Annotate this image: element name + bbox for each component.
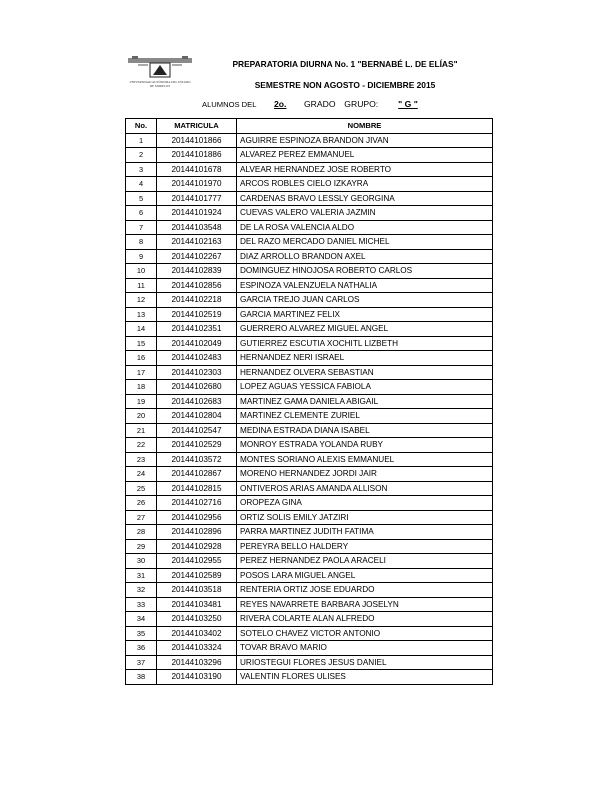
- header-matricula: MATRICULA: [157, 119, 237, 134]
- row-number: 10: [126, 264, 157, 279]
- row-nombre: ALVEAR HERNANDEZ JOSE ROBERTO: [237, 162, 493, 177]
- row-number: 36: [126, 641, 157, 656]
- table-row: [126, 539, 493, 554]
- row-nombre: ALVAREZ PEREZ EMMANUEL: [237, 148, 493, 163]
- row-matricula: 20144102519: [157, 307, 237, 322]
- row-number: 14: [126, 322, 157, 337]
- row-nombre: MEDINA ESTRADA DIANA ISABEL: [237, 423, 493, 438]
- row-number: 33: [126, 597, 157, 612]
- row-number: 23: [126, 452, 157, 467]
- row-matricula: 20144102529: [157, 438, 237, 453]
- row-nombre: GUTIERREZ ESCUTIA XOCHITL LIZBETH: [237, 336, 493, 351]
- row-matricula: 20144102163: [157, 235, 237, 250]
- row-matricula: 20144101886: [157, 148, 237, 163]
- row-matricula: 20144101678: [157, 162, 237, 177]
- row-number: 31: [126, 568, 157, 583]
- table-row: [126, 206, 493, 221]
- row-nombre: DE LA ROSA VALENCIA ALDO: [237, 220, 493, 235]
- row-matricula: 20144103518: [157, 583, 237, 598]
- table-row: [126, 278, 493, 293]
- row-matricula: 20144101970: [157, 177, 237, 192]
- group-value: " G ": [398, 99, 418, 109]
- grupo-label: GRUPO:: [344, 99, 379, 109]
- row-matricula: 20144102483: [157, 351, 237, 366]
- row-number: 18: [126, 380, 157, 395]
- row-nombre: GUERRERO ALVAREZ MIGUEL ANGEL: [237, 322, 493, 337]
- row-number: 35: [126, 626, 157, 641]
- table-row: [126, 655, 493, 670]
- row-matricula: 20144103250: [157, 612, 237, 627]
- row-matricula: 20144101777: [157, 191, 237, 206]
- table-row: [126, 293, 493, 308]
- row-matricula: 20144102218: [157, 293, 237, 308]
- row-number: 3: [126, 162, 157, 177]
- row-matricula: 20144102589: [157, 568, 237, 583]
- row-number: 26: [126, 496, 157, 511]
- table-row: [126, 336, 493, 351]
- row-nombre: MARTINEZ CLEMENTE ZURIEL: [237, 409, 493, 424]
- row-nombre: ONTIVEROS ARIAS AMANDA ALLISON: [237, 481, 493, 496]
- row-matricula: 20144102683: [157, 394, 237, 409]
- table-row: [126, 670, 493, 685]
- row-matricula: 20144103324: [157, 641, 237, 656]
- table-row: [126, 307, 493, 322]
- row-nombre: DEL RAZO MERCADO DANIEL MICHEL: [237, 235, 493, 250]
- table-row: [126, 380, 493, 395]
- table-row: [126, 177, 493, 192]
- row-number: 29: [126, 539, 157, 554]
- row-number: 5: [126, 191, 157, 206]
- row-number: 24: [126, 467, 157, 482]
- row-matricula: 20144103296: [157, 655, 237, 670]
- row-number: 27: [126, 510, 157, 525]
- row-matricula: 20144102928: [157, 539, 237, 554]
- table-row: [126, 438, 493, 453]
- table-row: [126, 452, 493, 467]
- table-row: [126, 351, 493, 366]
- row-matricula: 20144102351: [157, 322, 237, 337]
- table-row: [126, 191, 493, 206]
- row-nombre: POSOS LARA MIGUEL ANGEL: [237, 568, 493, 583]
- row-matricula: 20144102303: [157, 365, 237, 380]
- table-row: [126, 220, 493, 235]
- table-row: [126, 496, 493, 511]
- row-nombre: URIOSTEGUI FLORES JESUS DANIEL: [237, 655, 493, 670]
- row-number: 32: [126, 583, 157, 598]
- row-number: 12: [126, 293, 157, 308]
- row-number: 38: [126, 670, 157, 685]
- header-nombre: NOMBRE: [237, 119, 493, 134]
- alumnos-label: ALUMNOS DEL: [202, 100, 257, 109]
- row-number: 13: [126, 307, 157, 322]
- row-nombre: ESPINOZA VALENZUELA NATHALIA: [237, 278, 493, 293]
- table-row: [126, 641, 493, 656]
- row-nombre: PEREYRA BELLO HALDERY: [237, 539, 493, 554]
- row-matricula: 20144102956: [157, 510, 237, 525]
- row-number: 9: [126, 249, 157, 264]
- row-nombre: ORTIZ SOLIS EMILY JATZIRI: [237, 510, 493, 525]
- university-logo: [128, 55, 192, 95]
- table-row: [126, 568, 493, 583]
- row-matricula: 20144103402: [157, 626, 237, 641]
- row-number: 20: [126, 409, 157, 424]
- table-row: [126, 162, 493, 177]
- row-matricula: 20144102839: [157, 264, 237, 279]
- row-matricula: 20144102804: [157, 409, 237, 424]
- row-nombre: REYES NAVARRETE BARBARA JOSELYN: [237, 597, 493, 612]
- row-nombre: RENTERIA ORTIZ JOSE EDUARDO: [237, 583, 493, 598]
- table-row: [126, 423, 493, 438]
- row-nombre: TOVAR BRAVO MARIO: [237, 641, 493, 656]
- group-line: [202, 99, 430, 109]
- table-row: [126, 510, 493, 525]
- row-nombre: SOTELO CHAVEZ VICTOR ANTONIO: [237, 626, 493, 641]
- row-nombre: DIAZ ARROLLO BRANDON AXEL: [237, 249, 493, 264]
- row-matricula: 20144101866: [157, 133, 237, 148]
- table-row: [126, 264, 493, 279]
- row-number: 25: [126, 481, 157, 496]
- row-matricula: 20144103190: [157, 670, 237, 685]
- row-number: 1: [126, 133, 157, 148]
- row-number: 19: [126, 394, 157, 409]
- row-nombre: PARRA MARTINEZ JUDITH FATIMA: [237, 525, 493, 540]
- row-matricula: 20144102716: [157, 496, 237, 511]
- row-matricula: 20144102680: [157, 380, 237, 395]
- row-nombre: GARCIA TREJO JUAN CARLOS: [237, 293, 493, 308]
- row-nombre: MONROY ESTRADA YOLANDA RUBY: [237, 438, 493, 453]
- table-row: [126, 249, 493, 264]
- row-number: 17: [126, 365, 157, 380]
- row-matricula: 20144102049: [157, 336, 237, 351]
- grade-value: 2o.: [274, 99, 287, 109]
- row-nombre: GARCIA MARTINEZ FELIX: [237, 307, 493, 322]
- table-row: [126, 525, 493, 540]
- logo-caption: UNIVERSIDAD AUTÓNOMA DEL ESTADO DE MORELOS: [129, 80, 191, 88]
- table-row: [126, 626, 493, 641]
- row-matricula: 20144102815: [157, 481, 237, 496]
- row-nombre: DOMINGUEZ HINOJOSA ROBERTO CARLOS: [237, 264, 493, 279]
- row-matricula: 20144102867: [157, 467, 237, 482]
- row-nombre: HERNANDEZ OLVERA SEBASTIAN: [237, 365, 493, 380]
- table-body: [126, 133, 493, 684]
- table-row: [126, 467, 493, 482]
- table-row: [126, 597, 493, 612]
- row-nombre: MORENO HERNANDEZ JORDI JAIR: [237, 467, 493, 482]
- row-matricula: 20144102267: [157, 249, 237, 264]
- table-row: [126, 235, 493, 250]
- row-matricula: 20144103572: [157, 452, 237, 467]
- university-seal-icon: [128, 55, 192, 79]
- student-roster-table: [125, 118, 493, 685]
- row-nombre: VALENTIN FLORES ULISES: [237, 670, 493, 685]
- row-nombre: MONTES SORIANO ALEXIS EMMANUEL: [237, 452, 493, 467]
- row-matricula: 20144103548: [157, 220, 237, 235]
- table-row: [126, 554, 493, 569]
- row-number: 28: [126, 525, 157, 540]
- table-row: [126, 394, 493, 409]
- row-nombre: CUEVAS VALERO VALERIA JAZMIN: [237, 206, 493, 221]
- row-matricula: 20144102856: [157, 278, 237, 293]
- row-matricula: 20144101924: [157, 206, 237, 221]
- grado-label: GRADO: [304, 99, 336, 109]
- row-matricula: 20144103481: [157, 597, 237, 612]
- row-number: 34: [126, 612, 157, 627]
- table-row: [126, 322, 493, 337]
- row-nombre: RIVERA COLARTE ALAN ALFREDO: [237, 612, 493, 627]
- row-nombre: ARCOS ROBLES CIELO IZKAYRA: [237, 177, 493, 192]
- row-number: 6: [126, 206, 157, 221]
- row-nombre: HERNANDEZ NERI ISRAEL: [237, 351, 493, 366]
- row-number: 30: [126, 554, 157, 569]
- row-number: 16: [126, 351, 157, 366]
- row-nombre: OROPEZA GINA: [237, 496, 493, 511]
- table-row: [126, 365, 493, 380]
- table-row: [126, 612, 493, 627]
- row-number: 15: [126, 336, 157, 351]
- row-nombre: LOPEZ AGUAS YESSICA FABIOLA: [237, 380, 493, 395]
- table-row: [126, 583, 493, 598]
- row-matricula: 20144102896: [157, 525, 237, 540]
- row-matricula: 20144102955: [157, 554, 237, 569]
- table-row: [126, 481, 493, 496]
- semester-title: SEMESTRE NON AGOSTO - DICIEMBRE 2015: [254, 80, 436, 90]
- row-matricula: 20144102547: [157, 423, 237, 438]
- row-number: 37: [126, 655, 157, 670]
- row-number: 7: [126, 220, 157, 235]
- row-nombre: PEREZ HERNANDEZ PAOLA ARACELI: [237, 554, 493, 569]
- header-no: No.: [126, 119, 157, 134]
- row-number: 21: [126, 423, 157, 438]
- row-nombre: AGUIRRE ESPINOZA BRANDON JIVAN: [237, 133, 493, 148]
- row-number: 22: [126, 438, 157, 453]
- row-number: 8: [126, 235, 157, 250]
- row-number: 2: [126, 148, 157, 163]
- table-row: [126, 148, 493, 163]
- school-title: PREPARATORIA DIURNA No. 1 "BERNABÉ L. DE ELÍAS": [232, 59, 458, 69]
- row-number: 11: [126, 278, 157, 293]
- table-header-row: [126, 119, 493, 134]
- table-row: [126, 409, 493, 424]
- row-nombre: MARTINEZ GAMA DANIELA ABIGAIL: [237, 394, 493, 409]
- table-row: [126, 133, 493, 148]
- row-number: 4: [126, 177, 157, 192]
- row-nombre: CARDENAS BRAVO LESSLY GEORGINA: [237, 191, 493, 206]
